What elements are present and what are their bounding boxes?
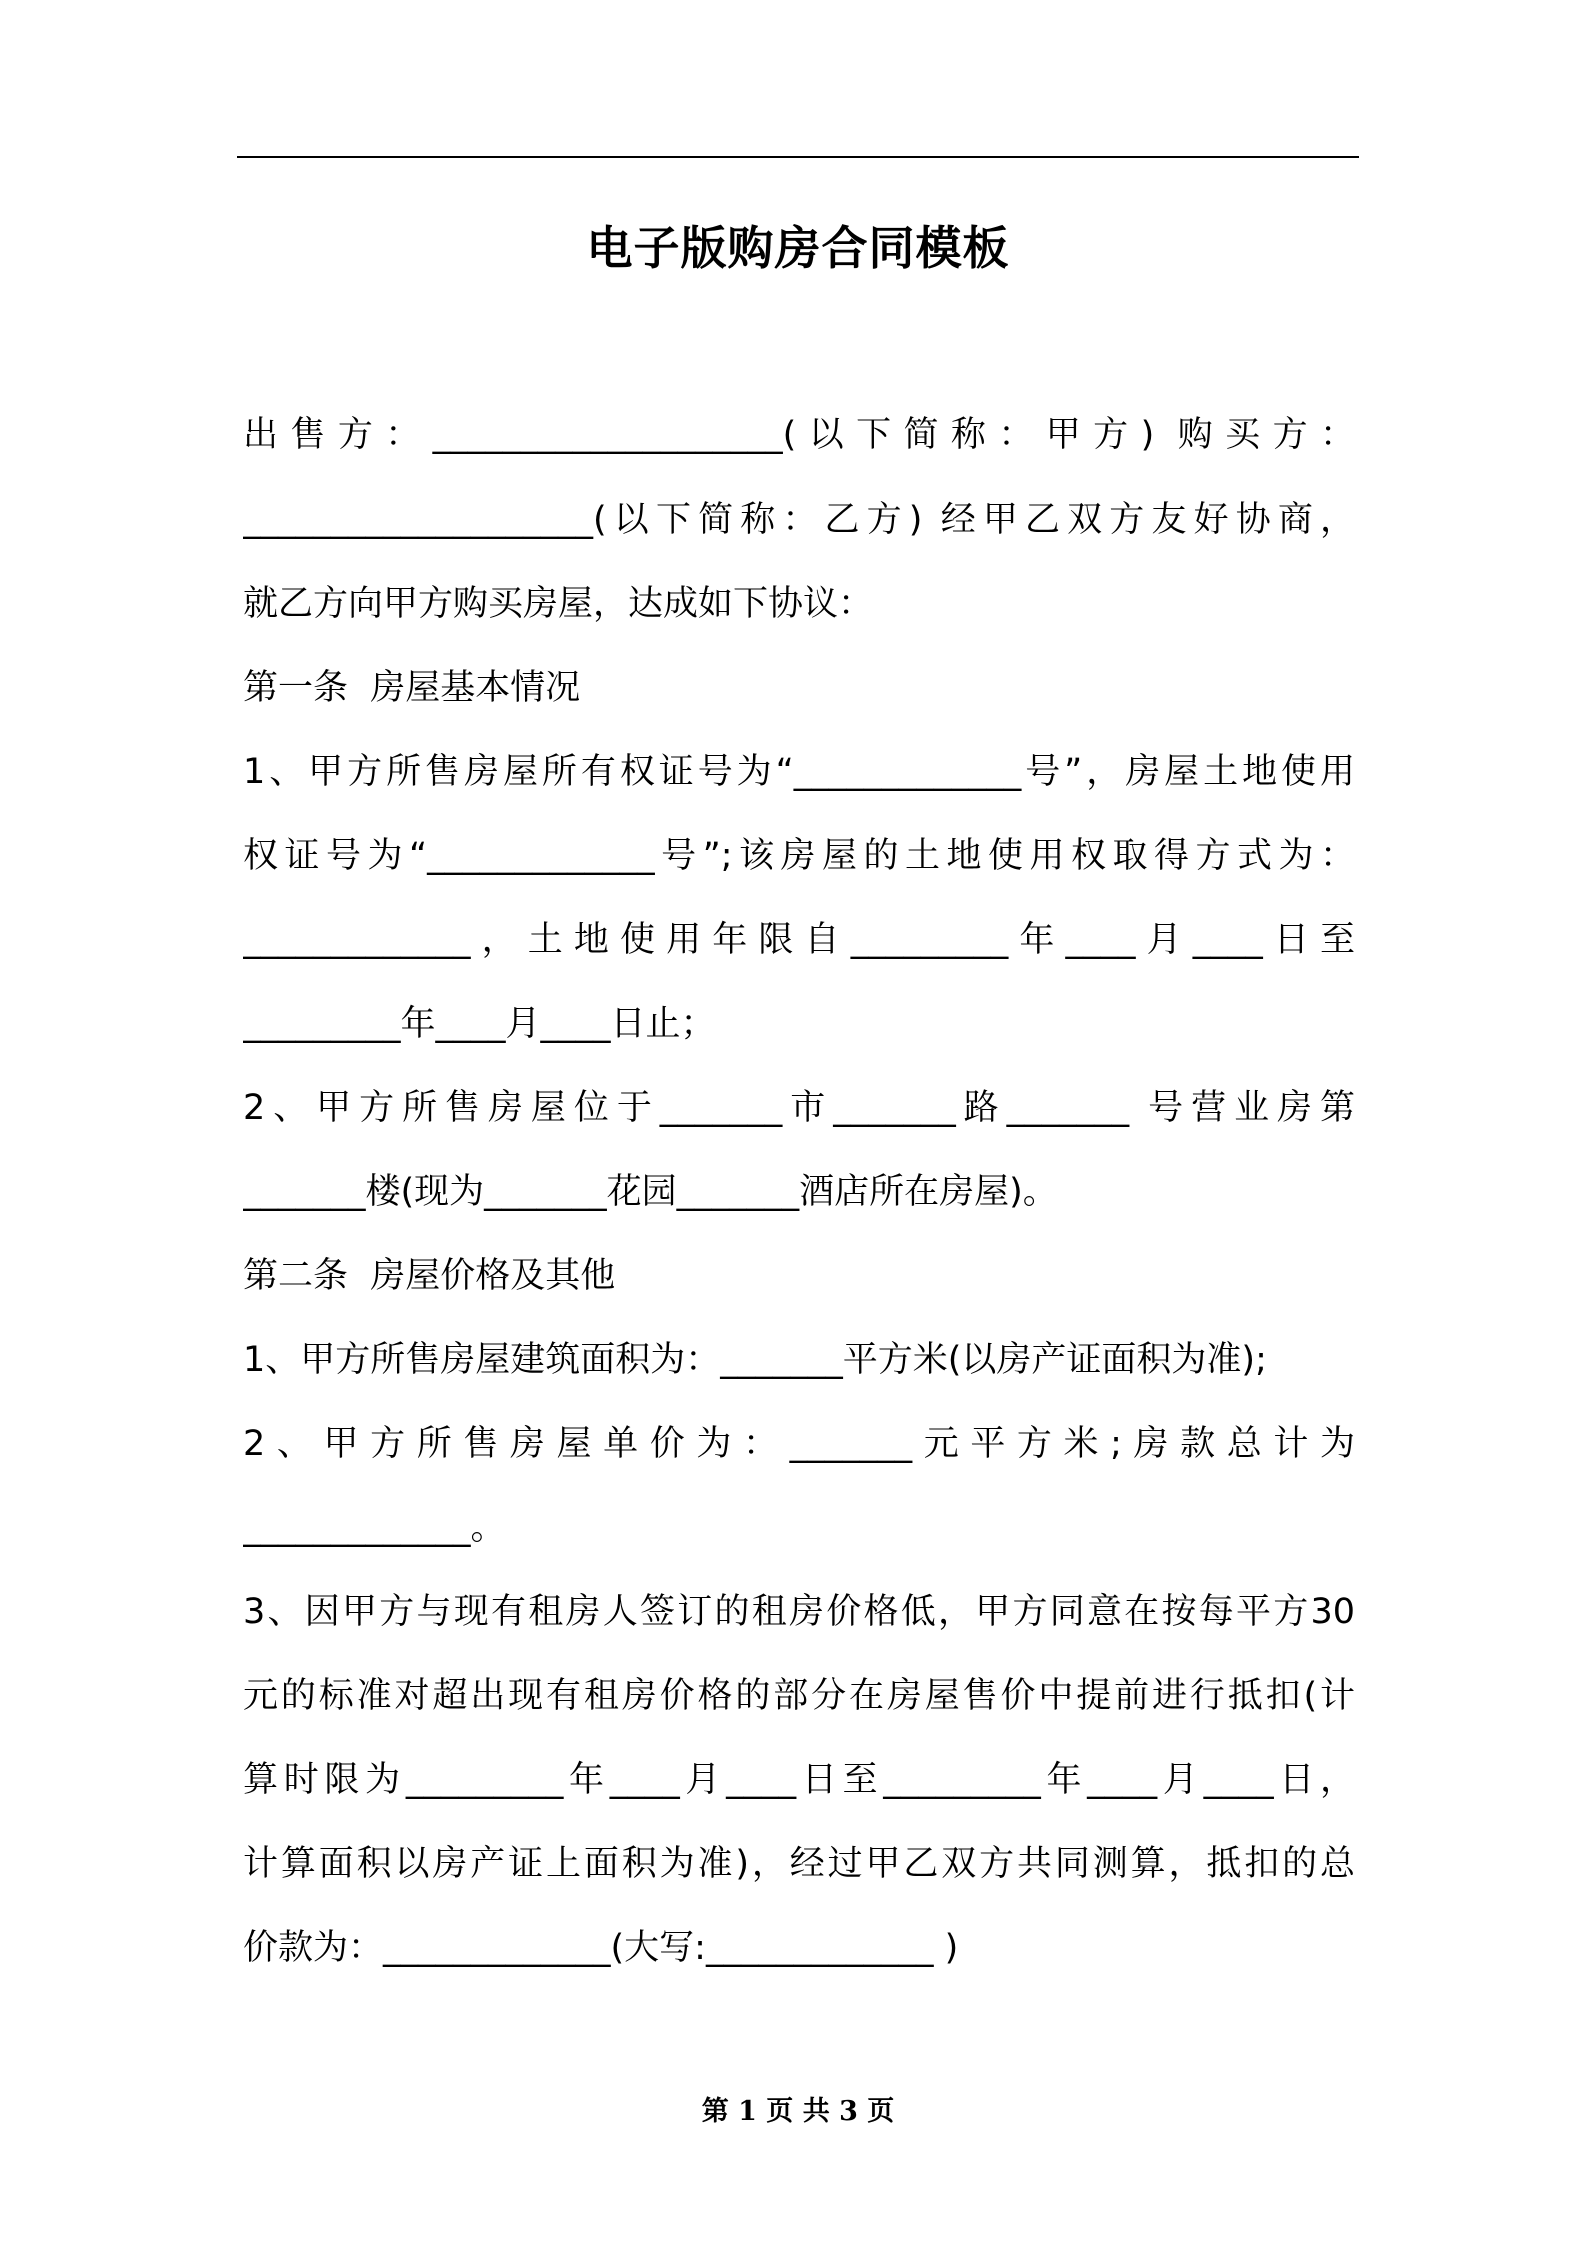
page-footer: 第 1 页 共 3 页 xyxy=(701,2096,895,2127)
contract-line: 权证号为“_____________号”;该房屋的土地使用权取得方式为： xyxy=(243,836,1355,876)
document-title: 电子版购房合同模板 xyxy=(586,221,1010,275)
article-heading: 第一条 房屋基本情况 xyxy=(243,668,581,708)
contract-line: 3、因甲方与现有租房人签订的租房价格低，甲方同意在按每平方30 xyxy=(243,1592,1355,1632)
contract-line: 价款为：_____________(大写:_____________ ) xyxy=(243,1928,959,1968)
contract-line: 2、甲方所售房屋位于_______市_______路_______ 号营业房第 xyxy=(243,1088,1355,1128)
contract-line: _______楼(现为_______花园_______酒店所在房屋)。 xyxy=(243,1172,1058,1212)
contract-line: 算时限为_________年____月____日至_________年____月____日， xyxy=(243,1760,1355,1800)
contract-line: ____________________(以下简称：乙方) 经甲乙双方友好协商， xyxy=(243,500,1355,540)
contract-line: _________年____月____日止； xyxy=(243,1004,716,1044)
contract-line: 2、甲方所售房屋单价为：_______元平方米;房款总计为 xyxy=(243,1424,1355,1464)
contract-line: 元的标准对超出现有租房价格的部分在房屋售价中提前进行抵扣(计 xyxy=(243,1676,1355,1716)
contract-line: _____________。 xyxy=(243,1508,506,1548)
contract-line: 出售方：____________________(以下简称：甲方) 购买方： xyxy=(243,415,1355,455)
contract-line: 1、甲方所售房屋建筑面积为：_______平方米(以房产证面积为准); xyxy=(243,1340,1267,1380)
contract-line: 就乙方向甲方购买房屋，达成如下协议： xyxy=(243,584,874,624)
header-rule xyxy=(237,156,1359,158)
contract-line: _____________，土地使用年限自_________年____月____日至 xyxy=(243,920,1355,960)
article-heading: 第二条 房屋价格及其他 xyxy=(243,1256,616,1296)
contract-line: 1、甲方所售房屋所有权证号为“_____________号”，房屋土地使用 xyxy=(243,752,1355,792)
contract-line: 计算面积以房产证上面积为准)，经过甲乙双方共同测算，抵扣的总 xyxy=(243,1844,1355,1884)
